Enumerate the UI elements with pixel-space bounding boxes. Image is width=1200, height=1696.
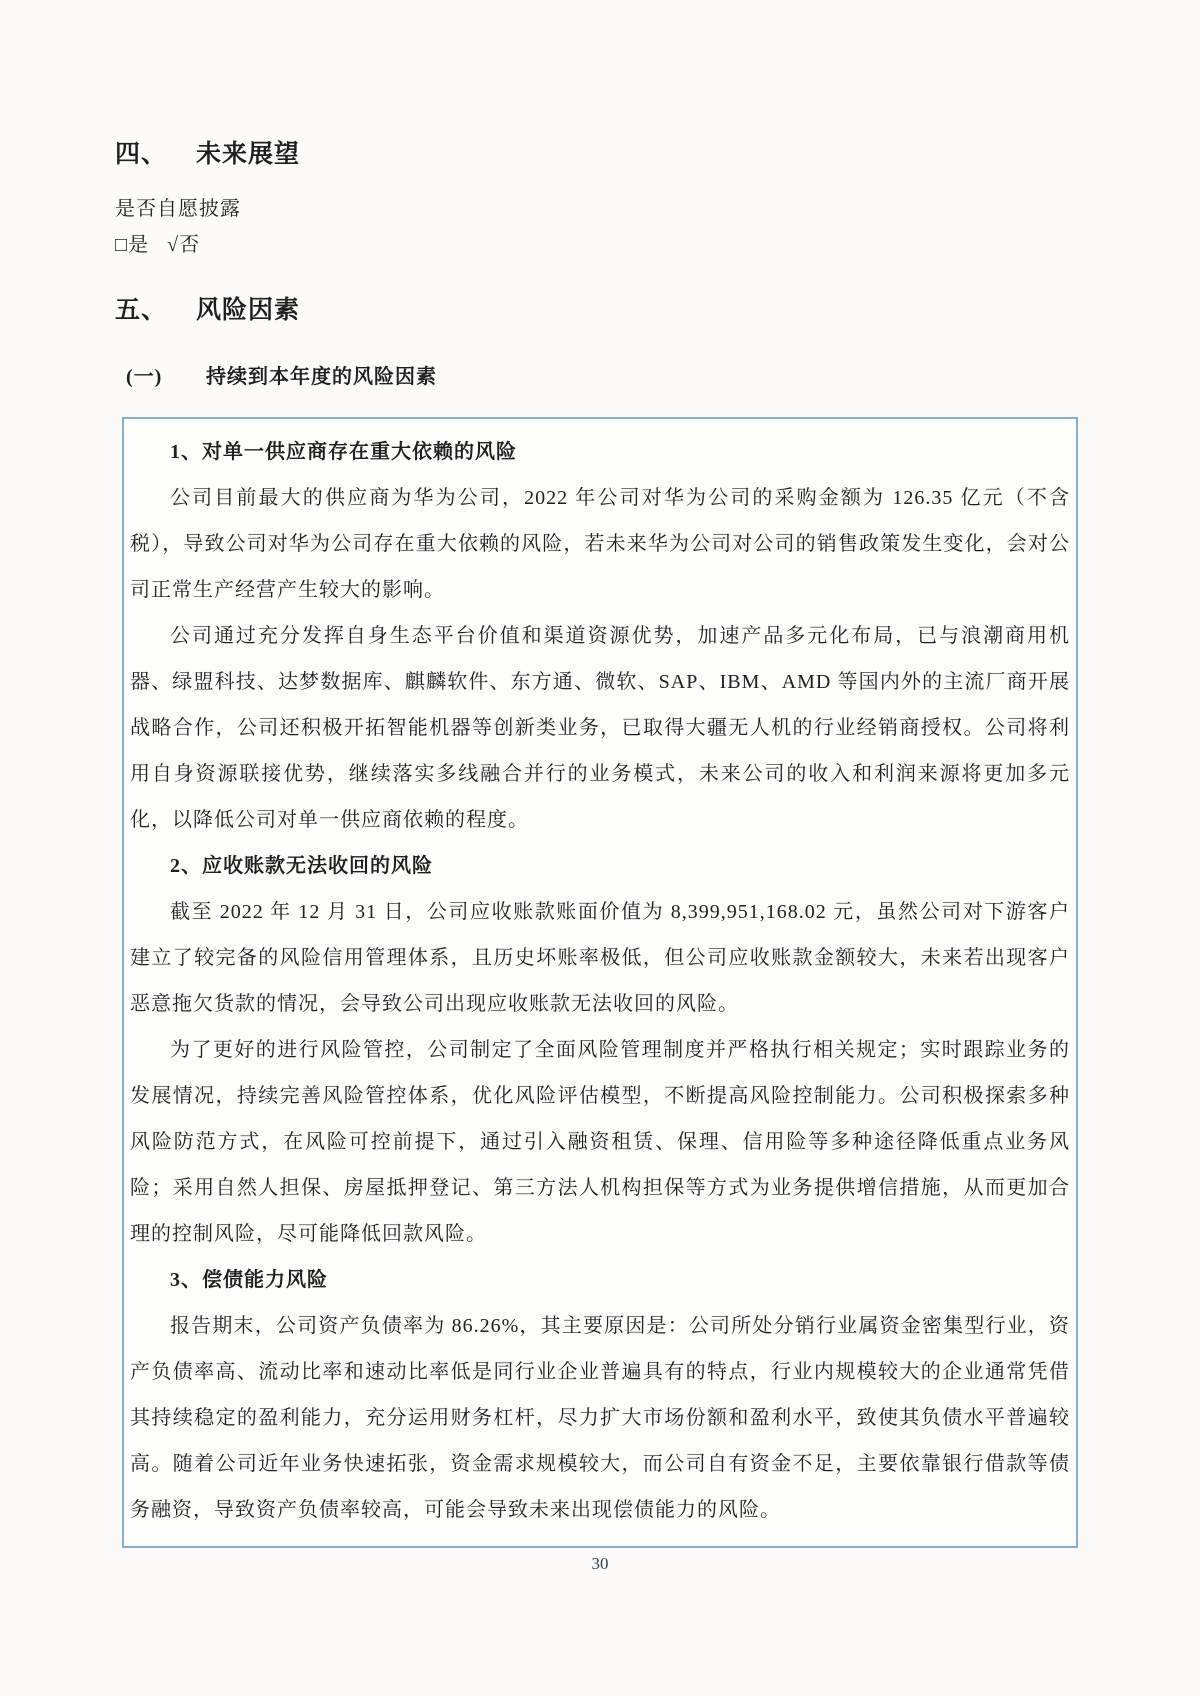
subsection-heading-continuing-risks [115,326,1085,390]
risk-item-3-paragraph: 报告期末，公司资产负债率为 86.26%，其主要原因是：公司所处分销行业属资金密集型行业，资产负债率高、流动比率和速动比率低是同行业企业普遍具有的特点，行业内规模较大的企业通常凭借其持续稳定的盈利能力，充分运用财务杠杆，尽力扩大市场份额和盈利水平，致使其负债水平普遍较高。随着公司近年业务快速拓张，资金需求规模较大，而公司自有资金不足，主要依靠银行借款等债务融资，导致资产负债率较高，可能会导致未来出现偿债能力的风险。 [130,1315,1070,1521]
disclosure-answer-row [115,232,1085,258]
page-number: 30 [591,1554,609,1573]
section-number: 五、 [115,297,168,324]
disclosure-question: 是否自愿披露 [115,198,241,220]
risk-item-1-paragraph: 公司通过充分发挥自身生态平台价值和渠道资源优势，加速产品多元化布局，已与浪潮商用机器、绿盟科技、达梦数据库、麒麟软件、东方通、微软、SAP、IBM、AMD 等国内外的主流厂商开展战略合作，公司还积极开拓智能机器等创新类业务，已取得大疆无人机的行业经销商授权。公司将利用自身资源联接优势，继续落实多线融合并行的业务模式，未来公司的收入和利润来源将更加多元化，以降低公司对单一供应商依赖的程度。 [130,625,1070,831]
risk-factors-box [122,417,1078,1548]
section-title: 未来展望 [196,141,301,168]
section-number: 四、 [115,141,168,168]
checkbox-no: √否 [167,234,201,256]
subsection-title: 持续到本年度的风险因素 [206,366,437,388]
section-heading-future-outlook [115,0,1085,170]
risk-item-2-heading: 2、应收账款无法收回的风险 [170,855,433,877]
risk-item-1-heading: 1、对单一供应商存在重大依赖的风险 [170,441,517,463]
risk-item-2-paragraph: 截至 2022 年 12 月 31 日，公司应收账款账面价值为 8,399,951,168.02 元，虽然公司对下游客户建立了较完备的风险信用管理体系，且历史坏账率极低，但公司应收账款金额较大，未来若出现客户恶意拖欠货款的情况，会导致公司出现应收账款无法收回的风险。 [130,901,1070,1015]
section-heading-risk-factors [115,258,1085,326]
section-title: 风险因素 [196,297,301,324]
risk-item-3-heading: 3、偿债能力风险 [170,1269,328,1291]
risk-item-1-paragraph: 公司目前最大的供应商为华为公司，2022 年公司对华为公司的采购金额为 126.35 亿元（不含税），导致公司对华为公司存在重大依赖的风险，若未来华为公司对公司的销售政策发生变化，会对公司正常生产经营产生较大的影响。 [130,487,1070,601]
risk-item-2-paragraph: 为了更好的进行风险管控，公司制定了全面风险管理制度并严格执行相关规定；实时跟踪业务的发展情况，持续完善风险管控体系，优化风险评估模型，不断提高风险控制能力。公司积极探索多种风险防范方式，在风险可控前提下，通过引入融资租赁、保理、信用险等多种途径降低重点业务风险；采用自然人担保、房屋抵押登记、第三方法人机构担保等方式为业务提供增信措施，从而更加合理的控制风险，尽可能降低回款风险。 [130,1039,1070,1245]
subsection-number: (一) [126,366,163,388]
checkbox-yes: □是 [115,234,150,256]
